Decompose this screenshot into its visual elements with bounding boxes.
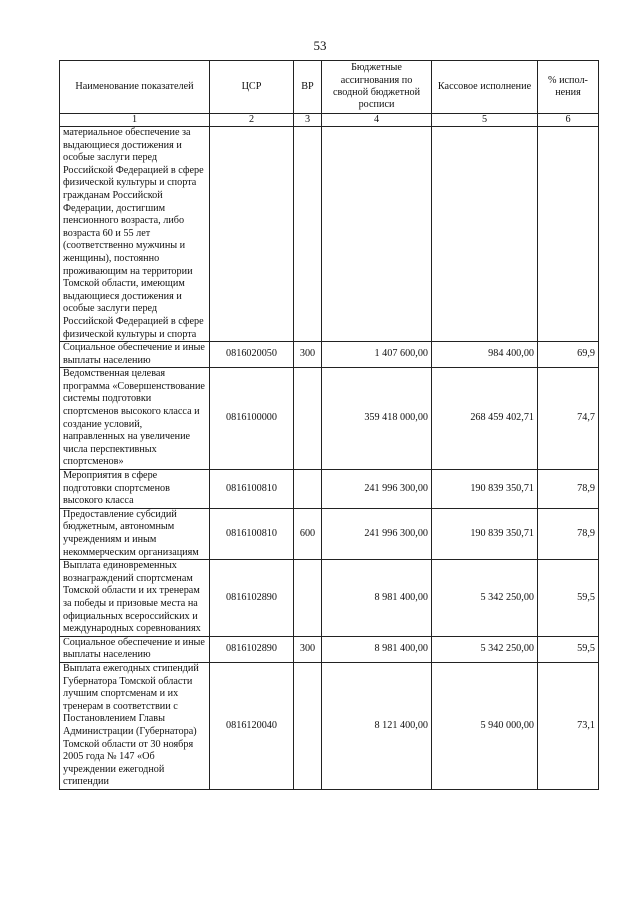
table-row <box>60 470 599 509</box>
header-budget-allocations: Бюджетные ассигнования по сводной бюджетной росписи <box>322 61 432 114</box>
column-number: 1 <box>60 114 210 127</box>
budget-execution-table <box>59 60 599 790</box>
row-percent: 59,5 <box>538 560 599 637</box>
row-percent: 78,9 <box>538 470 599 509</box>
row-csr: 0816100000 <box>210 368 294 470</box>
row-budget: 241 996 300,00 <box>322 470 432 509</box>
header-vr: ВР <box>294 61 322 114</box>
row-name: Выплата ежегодных стипендий Губернатора Томской области лучшим спортсменам и их тренерам в соответствии с Постановлением Главы Администрации (Губернатора) Томской области от 30 ноября 2005 года № 147 «Об учреждении ежегодной стипендии <box>60 662 210 789</box>
row-budget: 8 121 400,00 <box>322 662 432 789</box>
row-vr: 300 <box>294 636 322 662</box>
page-number: 53 <box>313 38 327 53</box>
table-row <box>60 342 599 368</box>
row-csr: 0816102890 <box>210 560 294 637</box>
row-vr <box>294 470 322 509</box>
header-indicator-name: Наименование показателей <box>60 61 210 114</box>
row-percent: 59,5 <box>538 636 599 662</box>
row-cash: 268 459 402,71 <box>432 368 538 470</box>
header-csr: ЦСР <box>210 61 294 114</box>
row-vr <box>294 662 322 789</box>
row-name: Предоставление субсидий бюджетным, автономным учреждениям и иным некоммерческим организациям <box>60 508 210 559</box>
row-name: Ведомственная целевая программа «Совершенствование системы подготовки спортсменов высокого класса и создание условий, направленных на увеличение числа перспективных спортсменов» <box>60 368 210 470</box>
table-row <box>60 662 599 789</box>
table-row <box>60 508 599 559</box>
row-csr <box>210 127 294 342</box>
row-vr <box>294 560 322 637</box>
row-cash: 190 839 350,71 <box>432 508 538 559</box>
column-number: 5 <box>432 114 538 127</box>
column-number: 2 <box>210 114 294 127</box>
column-number-row <box>60 114 599 127</box>
row-percent <box>538 127 599 342</box>
column-number: 3 <box>294 114 322 127</box>
row-name: Мероприятия в сфере подготовки спортсменов высокого класса <box>60 470 210 509</box>
row-percent: 74,7 <box>538 368 599 470</box>
header-execution-percent: % испол-нения <box>538 61 599 114</box>
row-cash: 984 400,00 <box>432 342 538 368</box>
table-row <box>60 368 599 470</box>
row-csr: 0816020050 <box>210 342 294 368</box>
row-cash: 5 342 250,00 <box>432 636 538 662</box>
row-cash: 5 940 000,00 <box>432 662 538 789</box>
row-cash: 190 839 350,71 <box>432 470 538 509</box>
row-vr <box>294 368 322 470</box>
row-vr <box>294 127 322 342</box>
column-number: 6 <box>538 114 599 127</box>
header-cash-execution: Кассовое исполнение <box>432 61 538 114</box>
row-budget: 1 407 600,00 <box>322 342 432 368</box>
column-number: 4 <box>322 114 432 127</box>
table-row <box>60 636 599 662</box>
table-header-row <box>60 61 599 114</box>
row-percent: 69,9 <box>538 342 599 368</box>
row-csr: 0816100810 <box>210 470 294 509</box>
row-percent: 78,9 <box>538 508 599 559</box>
row-csr: 0816100810 <box>210 508 294 559</box>
row-name: Социальное обеспечение и иные выплаты населению <box>60 342 210 368</box>
row-name: Социальное обеспечение и иные выплаты населению <box>60 636 210 662</box>
row-budget: 8 981 400,00 <box>322 636 432 662</box>
row-cash <box>432 127 538 342</box>
table-row <box>60 560 599 637</box>
row-cash: 5 342 250,00 <box>432 560 538 637</box>
row-budget <box>322 127 432 342</box>
row-budget: 241 996 300,00 <box>322 508 432 559</box>
row-csr: 0816102890 <box>210 636 294 662</box>
row-percent: 73,1 <box>538 662 599 789</box>
row-budget: 8 981 400,00 <box>322 560 432 637</box>
row-name: Выплата единовременных вознаграждений спортсменам Томской области и их тренерам за победы и призовые места на официальных всероссийских и международных соревнованиях <box>60 560 210 637</box>
table-row <box>60 127 599 342</box>
row-vr: 300 <box>294 342 322 368</box>
row-vr: 600 <box>294 508 322 559</box>
row-name: материальное обеспечение за выдающиеся достижения и особые заслуги перед Российской Федерацией в сфере физической культуры и спорта гражданам Российской Федерации, достигшим пенсионного возраста, либо возраста 60 и 55 лет (соответственно мужчины и женщины), постоянно проживающим на территории Томской области, имеющим выдающиеся достижения и особые заслуги перед Российской Федерацией в сфере физической культуры и спорта <box>60 127 210 342</box>
row-csr: 0816120040 <box>210 662 294 789</box>
row-budget: 359 418 000,00 <box>322 368 432 470</box>
